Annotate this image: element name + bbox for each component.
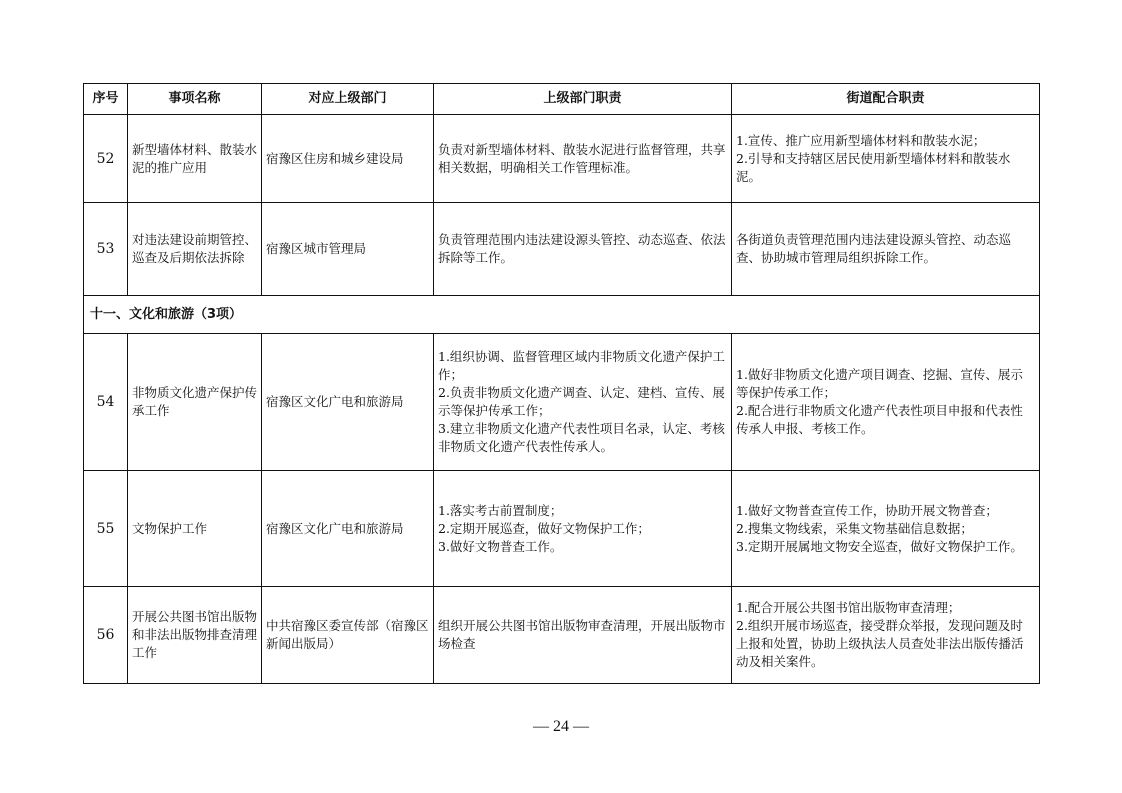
item-name: 文物保护工作 xyxy=(128,471,262,587)
duty-table xyxy=(83,83,1040,684)
duty-item: 1.宣传、推广应用新型墙体材料和散装水泥； xyxy=(736,132,986,148)
row-number: 55 xyxy=(84,471,128,587)
duty-item: 各街道负责管理范围内违法建设源头管控、动态巡查、协助城市管理局组织拆除工作。 xyxy=(736,232,1012,265)
street-duties xyxy=(732,203,1040,296)
duty-item: 3.做好文物普查工作。 xyxy=(438,538,563,554)
duty-item: 1.组织协调、监督管理区域内非物质文化遗产保护工作； xyxy=(438,349,725,382)
item-name: 新型墙体材料、散装水泥的推广应用 xyxy=(128,115,262,203)
street-duties xyxy=(732,115,1040,203)
duty-item: 负责对新型墙体材料、散装水泥进行监督管理，共享相关数据，明确相关工作管理标准。 xyxy=(438,141,726,175)
table-header-row xyxy=(84,84,1040,115)
table-row xyxy=(84,115,1040,203)
header-street-duties: 街道配合职责 xyxy=(732,84,1040,115)
header-item-name: 事项名称 xyxy=(128,84,262,115)
section-row xyxy=(84,296,1040,334)
row-number: 52 xyxy=(84,115,128,203)
upper-duties xyxy=(434,334,732,471)
table-body xyxy=(84,115,1040,684)
upper-department: 宿豫区住房和城乡建设局 xyxy=(262,115,434,203)
section-title: 十一、文化和旅游（3项） xyxy=(84,296,1040,334)
duty-item: 负责管理范围内违法建设源头管控、动态巡查、依法拆除等工作。 xyxy=(438,232,726,265)
duty-item: 3.定期开展属地文物安全巡查，做好文物保护工作。 xyxy=(736,538,1023,554)
item-name: 对违法建设前期管控、巡查及后期依法拆除 xyxy=(128,203,262,296)
header-upper-duties: 上级部门职责 xyxy=(434,84,732,115)
upper-department: 中共宿豫区委宣传部（宿豫区新闻出版局） xyxy=(262,587,434,684)
duty-item: 2.负责非物质文化遗产调查、认定、建档、宣传、展示等保护传承工作； xyxy=(438,385,725,418)
duty-item: 1.做好文物普查宣传工作，协助开展文物普查； xyxy=(736,502,998,518)
street-duties xyxy=(732,471,1040,587)
duty-item: 2.定期开展巡查，做好文物保护工作； xyxy=(438,520,650,536)
upper-duties xyxy=(434,471,732,587)
page-number: — 24 — xyxy=(533,718,589,735)
table-row xyxy=(84,471,1040,587)
duty-item: 3.建立非物质文化遗产代表性项目名录，认定、考核非物质文化遗产代表性传承人。 xyxy=(438,421,725,454)
duty-item: 2.引导和支持辖区居民使用新型墙体材料和散装水泥。 xyxy=(736,150,1011,184)
table-row xyxy=(84,203,1040,296)
duty-item: 1.落实考古前置制度； xyxy=(438,502,563,518)
duty-item: 组织开展公共图书馆出版物审查清理，开展出版物市场检查 xyxy=(438,618,726,651)
header-upper-department: 对应上级部门 xyxy=(262,84,434,115)
row-number: 56 xyxy=(84,587,128,684)
duty-item: 2.配合进行非物质文化遗产代表性项目申报和代表性传承人申报、考核工作。 xyxy=(736,403,1023,436)
duty-item: 1.配合开展公共图书馆出版物审查清理； xyxy=(736,600,961,615)
row-number: 53 xyxy=(84,203,128,296)
upper-duties xyxy=(434,587,732,684)
duty-item: 2.搜集文物线索，采集文物基础信息数据； xyxy=(736,520,973,536)
item-name: 开展公共图书馆出版物和非法出版物排查清理工作 xyxy=(128,587,262,684)
duty-item: 2.组织开展市场巡查，接受群众举报，发现问题及时上报和处置，协助上级执法人员查处非法出版传播活动及相关案件。 xyxy=(736,618,1024,669)
table-row xyxy=(84,587,1040,684)
item-name: 非物质文化遗产保护传承工作 xyxy=(128,334,262,471)
upper-department: 宿豫区城市管理局 xyxy=(262,203,434,296)
street-duties xyxy=(732,334,1040,471)
table-row xyxy=(84,334,1040,471)
duty-item: 1.做好非物质文化遗产项目调查、挖掘、宣传、展示等保护传承工作； xyxy=(736,367,1023,400)
street-duties xyxy=(732,587,1040,684)
upper-department: 宿豫区文化广电和旅游局 xyxy=(262,471,434,587)
upper-department: 宿豫区文化广电和旅游局 xyxy=(262,334,434,471)
row-number: 54 xyxy=(84,334,128,471)
upper-duties xyxy=(434,203,732,296)
upper-duties xyxy=(434,115,732,203)
header-number: 序号 xyxy=(84,84,128,115)
